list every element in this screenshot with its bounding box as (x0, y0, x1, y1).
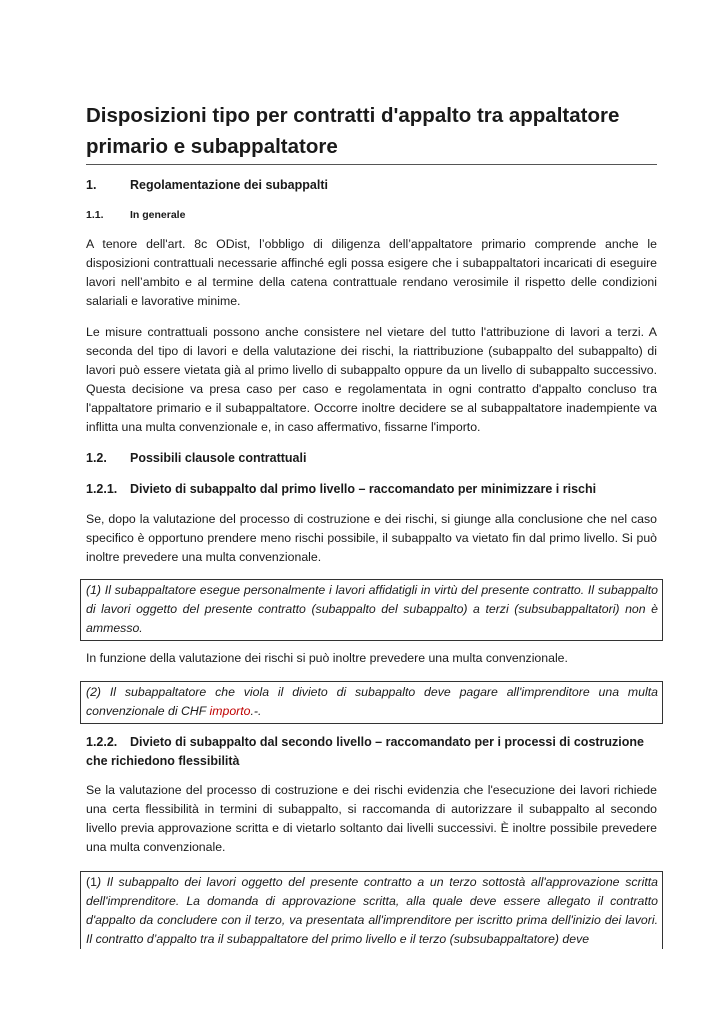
title-divider (86, 164, 657, 165)
clause-open-paren: ( (86, 875, 91, 889)
clause-number: 1 (90, 875, 97, 889)
section-heading-1-1 (86, 206, 657, 225)
section-title: In generale (130, 209, 186, 221)
section-heading-1-2-1 (86, 480, 657, 499)
clause-text: (2) Il subappaltatore che viola il divieto di subappalto deve pagare all'imprenditore una multa convenzionale di CHF (86, 685, 658, 718)
paragraph-penalty: In funzione della valutazione dei rischi si può inoltre prevedere una multa convenzionale. (86, 651, 568, 665)
section-title: Divieto di subappalto dal secondo livello – raccomandato per i processi di costruzione che richiedono flessibilità (86, 735, 645, 768)
section-number: 1.2.2. (86, 735, 118, 749)
section-title: Regolamentazione dei subappalti (130, 178, 328, 192)
paragraph-intro: A tenore dell'art. 8c ODist, l’obbligo di diligenza dell’appaltatore primario comprende anche le disposizioni contrattuali necessarie affinché egli possa esigere che i subappaltatori incaricati di eseguire lavori nell’ambito e al termine della catena contrattuale rendano verosimile il rispetto delle condizioni salariali e lavorative minime. (86, 237, 657, 308)
section-heading-1 (86, 176, 657, 195)
paragraph-second-level: Se la valutazione del processo di costruzione e dei rischi evidenzia che l'esecuzione dei lavori richiede una certa flessibilità in termini di subappalto, si raccomanda di autorizzare il subappalto al secondo livello previa approvazione scritta e di vietarlo soltanto dai livelli successivi. È inoltre possibile prevedere una multa convenzionale. (86, 783, 657, 854)
amount-placeholder: importo (209, 704, 251, 718)
clause-text: (1) Il subappaltatore esegue personalmente i lavori affidatigli in virtù del presente contratto. Il subappalto di lavori oggetto del presente contratto (subappalto del subappalto) a terzi (subsubappaltatori) non è ammesso. (86, 583, 658, 635)
section-title: Possibili clausole contrattuali (130, 451, 307, 465)
section-title: Divieto di subappalto dal primo livello – raccomandato per minimizzare i rischi (130, 482, 597, 496)
clause-box-3 (80, 871, 663, 949)
clause-box-2 (80, 681, 663, 724)
clause-suffix: .-. (250, 704, 262, 718)
paragraph-measures: Le misure contrattuali possono anche consistere nel vietare del tutto l'attribuzione di lavori a terzi. A seconda del tipo di lavori e della valutazione dei rischi, la riattribuzione (subappalto del subappalto) di lavori può essere vietata già al primo livello di subappalto oppure da un livello di subappalto successivo. Questa decisione va presa caso per caso e regolamentata in ogni contratto d'appalto concluso tra l'appaltatore primario e il subappaltatore. Occorre inoltre decidere se al subappaltatore inadempiente va inflitta una multa convenzionale e, in caso affermativo, fissarne l'importo. (86, 325, 657, 434)
clause-text: ) Il subappalto dei lavori oggetto del presente contratto a un terzo sottostà all'approvazione scritta dell'imprenditore. La domanda di approvazione scritta, alla quale deve essere allegato il contratto d'appalto da concludere con il terzo, va presentata all'imprenditore per iscritto prima dell'inizio dei lavori. Il contratto d’appalto tra il subappaltatore del primo livello e il terzo (subsubappaltatore) deve (86, 875, 658, 946)
section-heading-1-2-2 (86, 733, 657, 771)
section-number: 1.2. (86, 451, 107, 465)
section-number: 1.1. (86, 209, 104, 221)
document-title: Disposizioni tipo per contratti d'appalto tra appaltatore primario e subappaltatore (86, 104, 620, 158)
section-number: 1.2.1. (86, 482, 118, 496)
section-number: 1. (86, 178, 97, 192)
section-heading-1-2 (86, 449, 657, 468)
paragraph-first-level: Se, dopo la valutazione del processo di costruzione e dei rischi, si giunge alla conclusione che nel caso specifico è opportuno prendere meno rischi possibile, il subappalto va vietato fin dal primo livello. Si può inoltre prevedere una multa convenzionale. (86, 512, 657, 564)
clause-box-1 (80, 579, 663, 641)
